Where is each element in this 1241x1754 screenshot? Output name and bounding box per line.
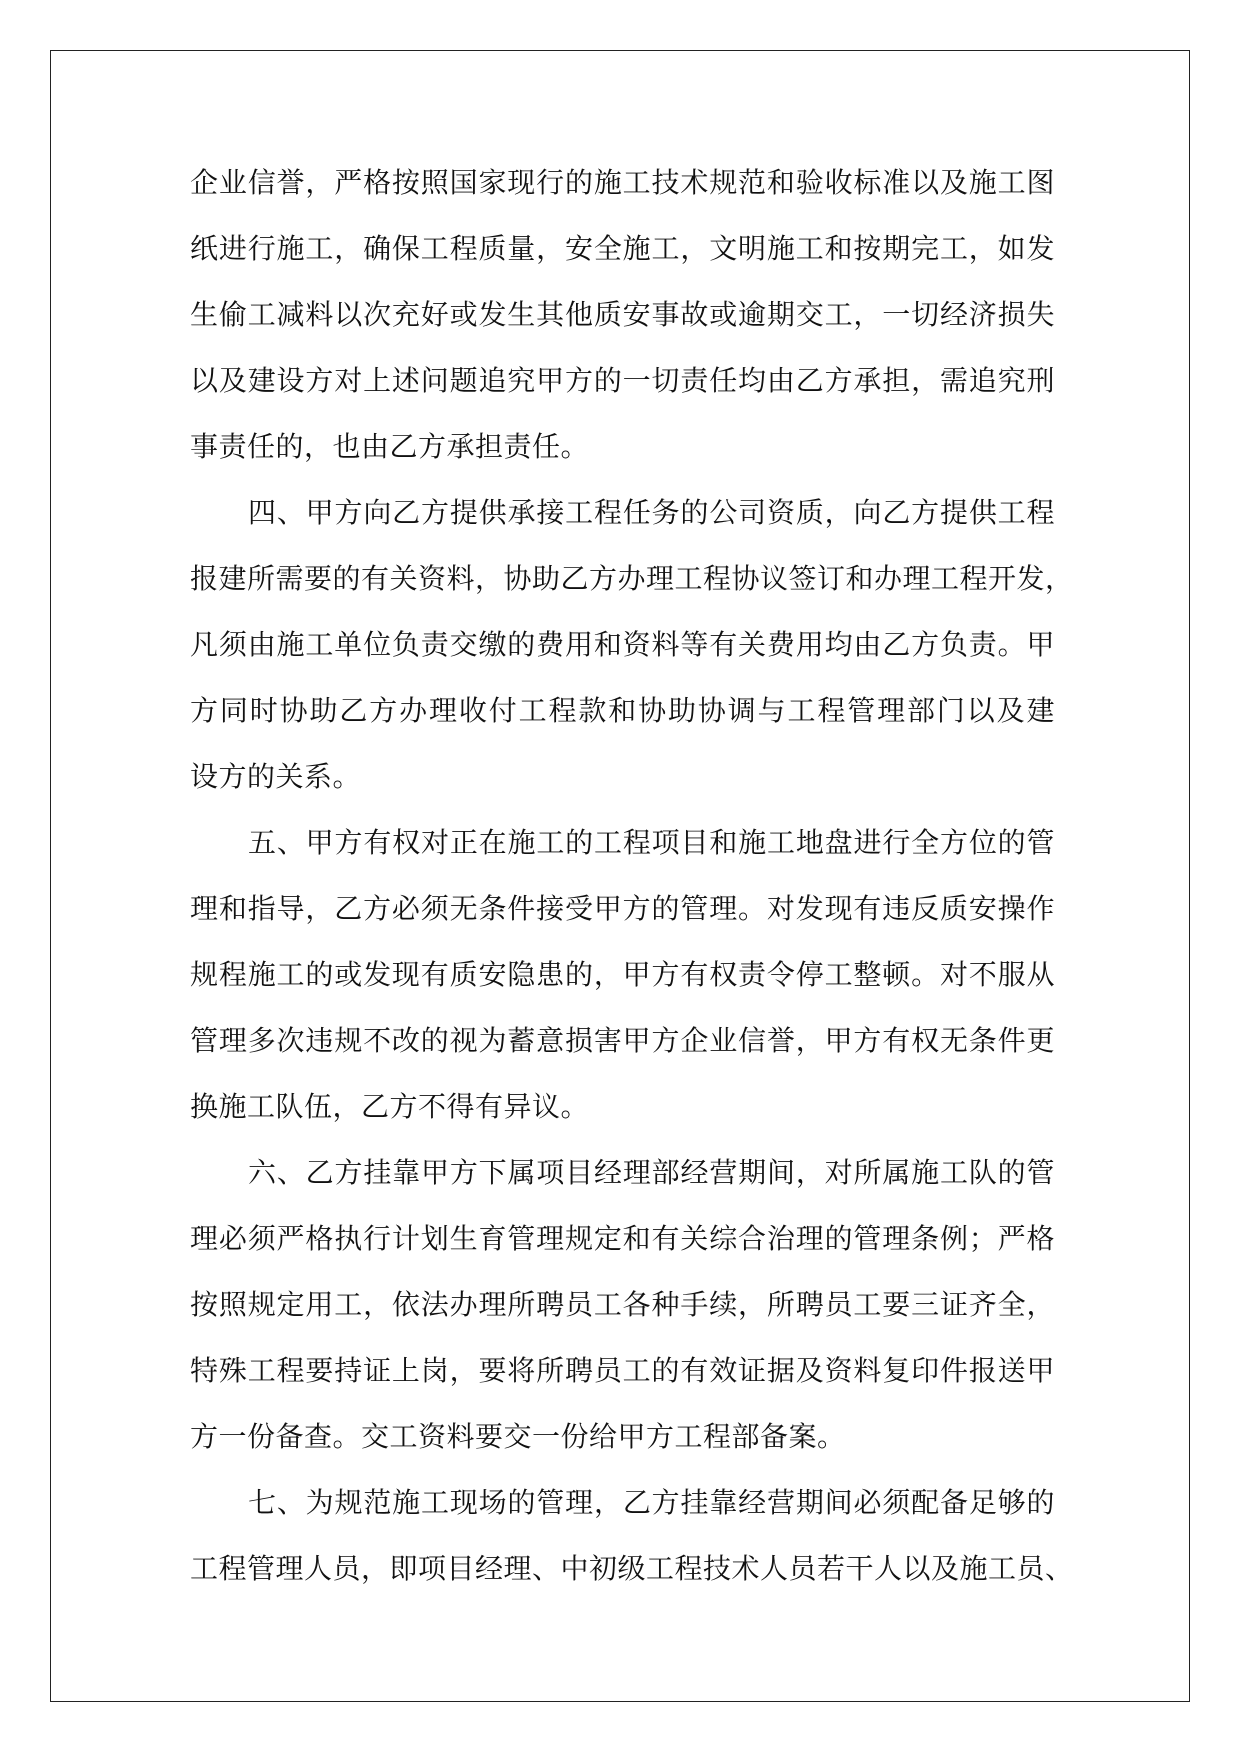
text-line: 凡须由施工单位负责交缴的费用和资料等有关费用均由乙方负责。甲	[190, 628, 1055, 661]
text-line: 特殊工程要持证上岗，要将所聘员工的有效证据及资料复印件报送甲	[190, 1354, 1055, 1387]
document-body	[190, 150, 1074, 1602]
text-line: 四、甲方向乙方提供承接工程任务的公司资质，向乙方提供工程	[248, 496, 1055, 529]
text-line: 理必须严格执行计划生育管理规定和有关综合治理的管理条例；严格	[190, 1222, 1055, 1255]
text-line: 设方的关系。	[190, 760, 362, 793]
text-line: 报建所需要的有关资料，协助乙方办理工程协议签订和办理工程开发，	[190, 562, 1074, 595]
text-line: 五、甲方有权对正在施工的工程项目和施工地盘进行全方位的管	[248, 826, 1055, 859]
text-line: 以及建设方对上述问题追究甲方的一切责任均由乙方承担，需追究刑	[190, 364, 1055, 397]
text-line: 方同时协助乙方办理收付工程款和协助协调与工程管理部门以及建	[190, 694, 1055, 727]
text-line: 管理多次违规不改的视为蓄意损害甲方企业信誉，甲方有权无条件更	[190, 1024, 1055, 1057]
text-line: 规程施工的或发现有质安隐患的，甲方有权责令停工整顿。对不服从	[190, 958, 1055, 991]
text-line: 事责任的，也由乙方承担责任。	[190, 430, 590, 463]
text-line: 企业信誉，严格按照国家现行的施工技术规范和验收标准以及施工图	[190, 166, 1055, 199]
text-line: 按照规定用工，依法办理所聘员工各种手续，所聘员工要三证齐全，	[190, 1288, 1055, 1321]
text-line: 纸进行施工，确保工程质量，安全施工，文明施工和按期完工，如发	[190, 232, 1055, 265]
text-line: 换施工队伍，乙方不得有异议。	[190, 1090, 590, 1123]
text-line: 理和指导，乙方必须无条件接受甲方的管理。对发现有违反质安操作	[190, 892, 1055, 925]
text-line: 工程管理人员，即项目经理、中初级工程技术人员若干人以及施工员、	[190, 1552, 1074, 1585]
text-line: 七、为规范施工现场的管理，乙方挂靠经营期间必须配备足够的	[248, 1486, 1055, 1519]
text-line: 生偷工减料以次充好或发生其他质安事故或逾期交工，一切经济损失	[190, 298, 1055, 331]
text-line: 方一份备查。交工资料要交一份给甲方工程部备案。	[190, 1420, 846, 1453]
text-line: 六、乙方挂靠甲方下属项目经理部经营期间，对所属施工队的管	[248, 1156, 1055, 1189]
